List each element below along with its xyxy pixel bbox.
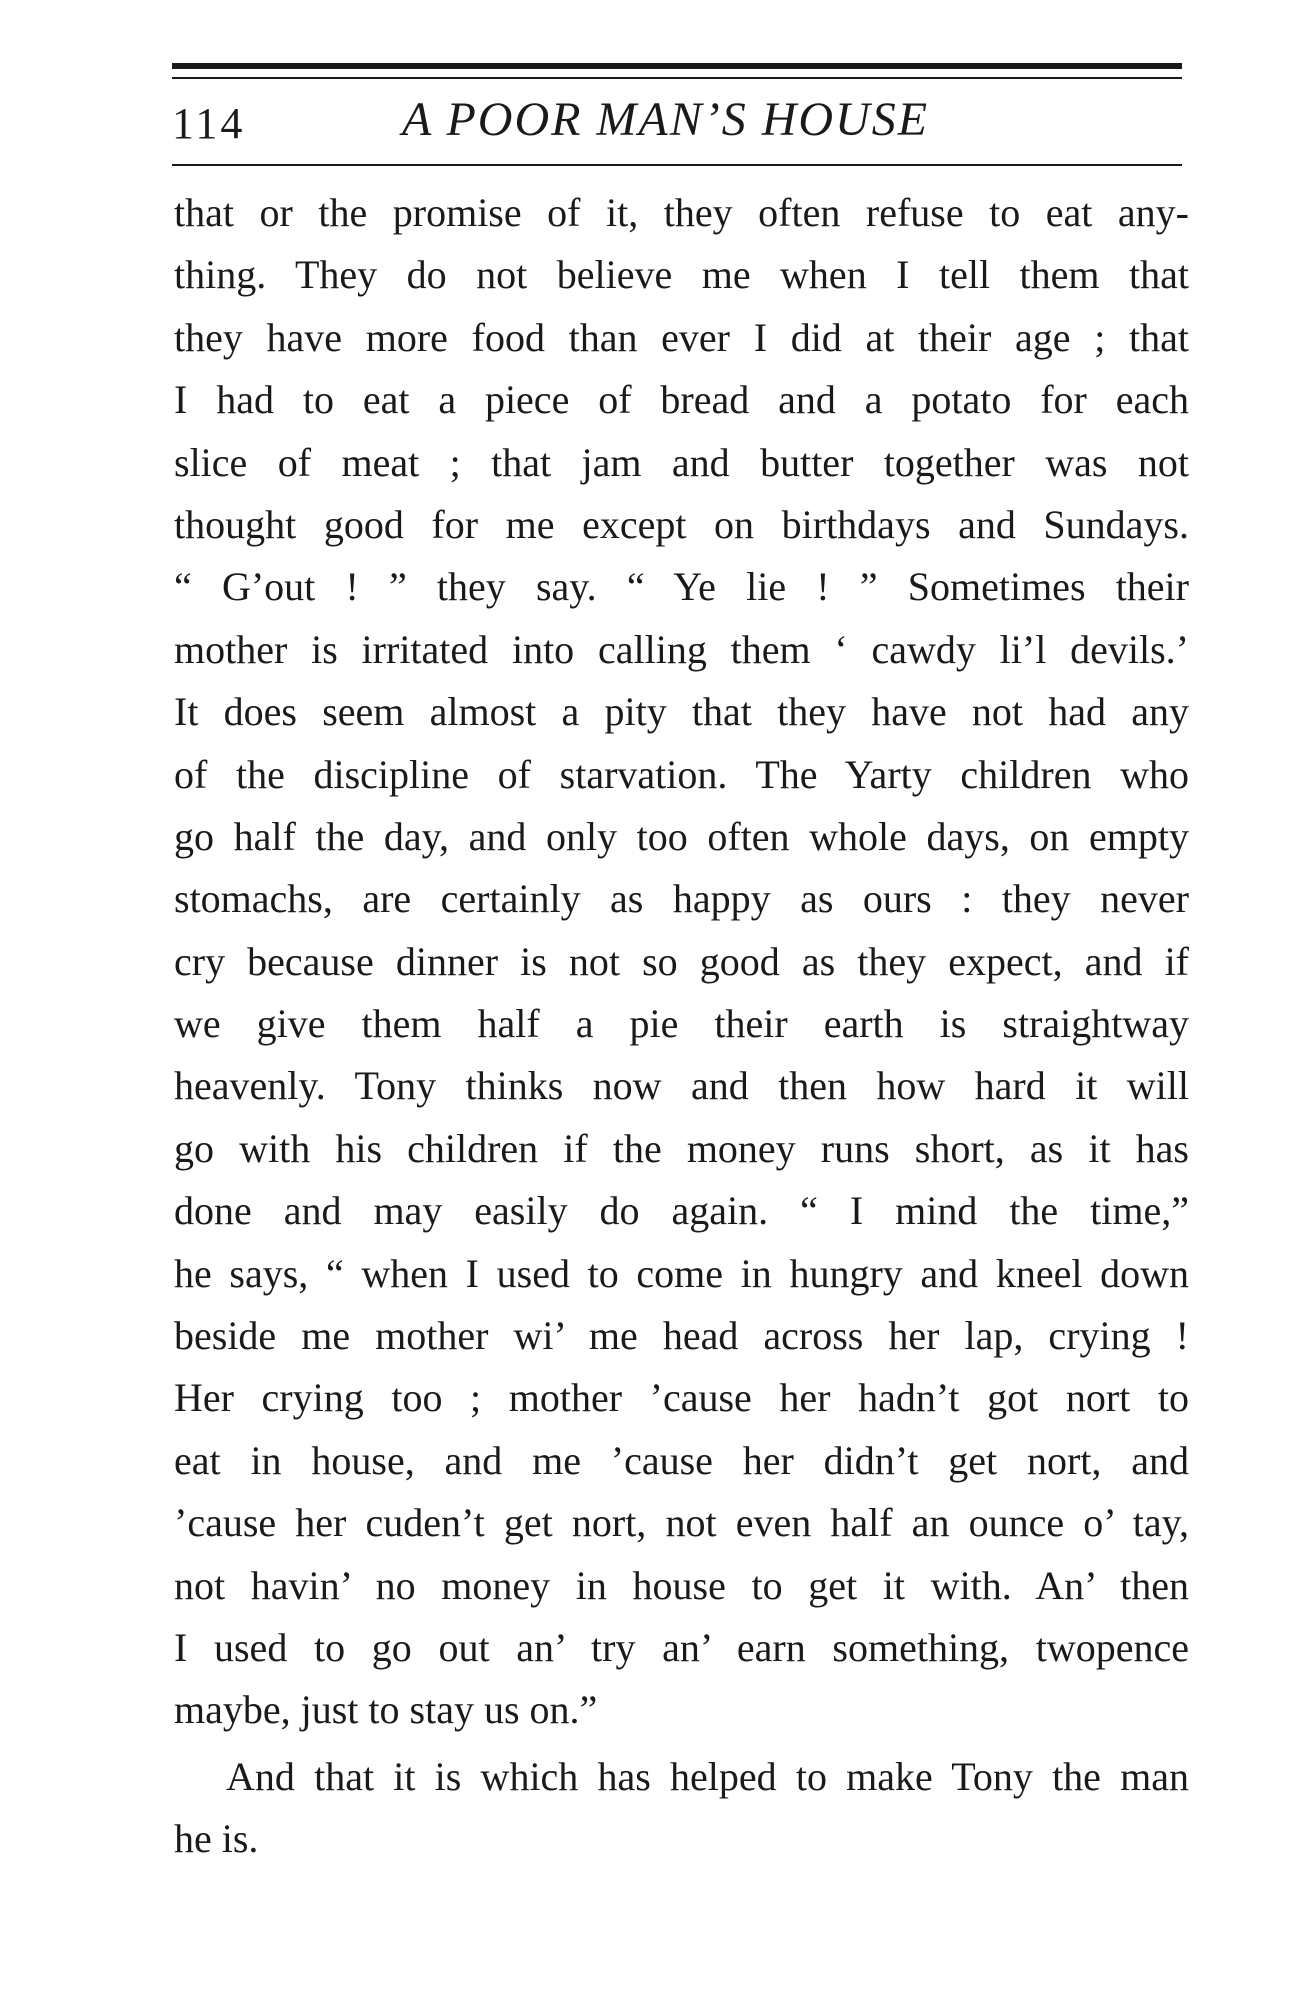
text-line: go half the day, and only too often whole days, on empty: [174, 813, 1189, 859]
text-line: I had to eat a piece of bread and a potato for each: [174, 377, 1189, 423]
text-line: he says, “ when I used to come in hungry and kneel down: [174, 1250, 1189, 1296]
text-line: slice of meat ; that jam and butter together was not: [174, 439, 1189, 485]
book-title: A POOR MAN’S HOUSE: [402, 93, 930, 146]
text-line: that or the promise of it, they often refuse to eat any-: [174, 190, 1189, 235]
text-line: eat in house, and me ’cause her didn’t get nort, and: [174, 1437, 1189, 1483]
text-line: of the discipline of starvation. The Yarty children who: [174, 751, 1189, 797]
text-line: we give them half a pie their earth is straightway: [174, 1001, 1189, 1047]
text-line: maybe, just to stay us on.”: [174, 1687, 598, 1733]
text-line: “ G’out ! ” they say. “ Ye lie ! ” Sometimes their: [174, 564, 1189, 610]
running-head: [172, 92, 1182, 158]
text-line: he is.: [174, 1816, 259, 1862]
text-line: cry because dinner is not so good as they expect, and if: [174, 938, 1189, 984]
body-text: [174, 182, 1189, 1871]
text-line: heavenly. Tony thinks now and then how hard it will: [174, 1063, 1189, 1109]
text-line: beside me mother wi’ me head across her lap, crying !: [174, 1313, 1189, 1359]
text-line: It does seem almost a pity that they have not had any: [174, 689, 1189, 735]
text-line: they have more food than ever I did at their age ; that: [174, 314, 1189, 360]
text-line: mother is irritated into calling them ‘ cawdy li’l devils.’: [174, 626, 1189, 672]
text-line: thought good for me except on birthdays and Sundays.: [174, 501, 1189, 547]
page-number: 114: [172, 99, 246, 148]
text-line: stomachs, are certainly as happy as ours : they never: [174, 876, 1189, 922]
header-rule: [172, 164, 1182, 166]
text-line: ’cause her cuden’t get nort, not even half an ounce o’ tay,: [174, 1500, 1189, 1546]
top-rule-thin: [172, 77, 1182, 79]
text-line-paragraph-start: And that it is which has helped to make Tony the man: [226, 1753, 1189, 1799]
text-line: not havin’ no money in house to get it with. An’ then: [174, 1562, 1189, 1608]
text-line: thing. They do not believe me when I tell them that: [174, 252, 1189, 298]
text-line: done and may easily do again. “ I mind the time,”: [174, 1188, 1189, 1234]
text-line: go with his children if the money runs short, as it has: [174, 1125, 1189, 1171]
top-rule-thick: [172, 63, 1182, 69]
text-line: Her crying too ; mother ’cause her hadn’t got nort to: [174, 1375, 1189, 1421]
text-line: I used to go out an’ try an’ earn something, twopence: [174, 1624, 1189, 1670]
